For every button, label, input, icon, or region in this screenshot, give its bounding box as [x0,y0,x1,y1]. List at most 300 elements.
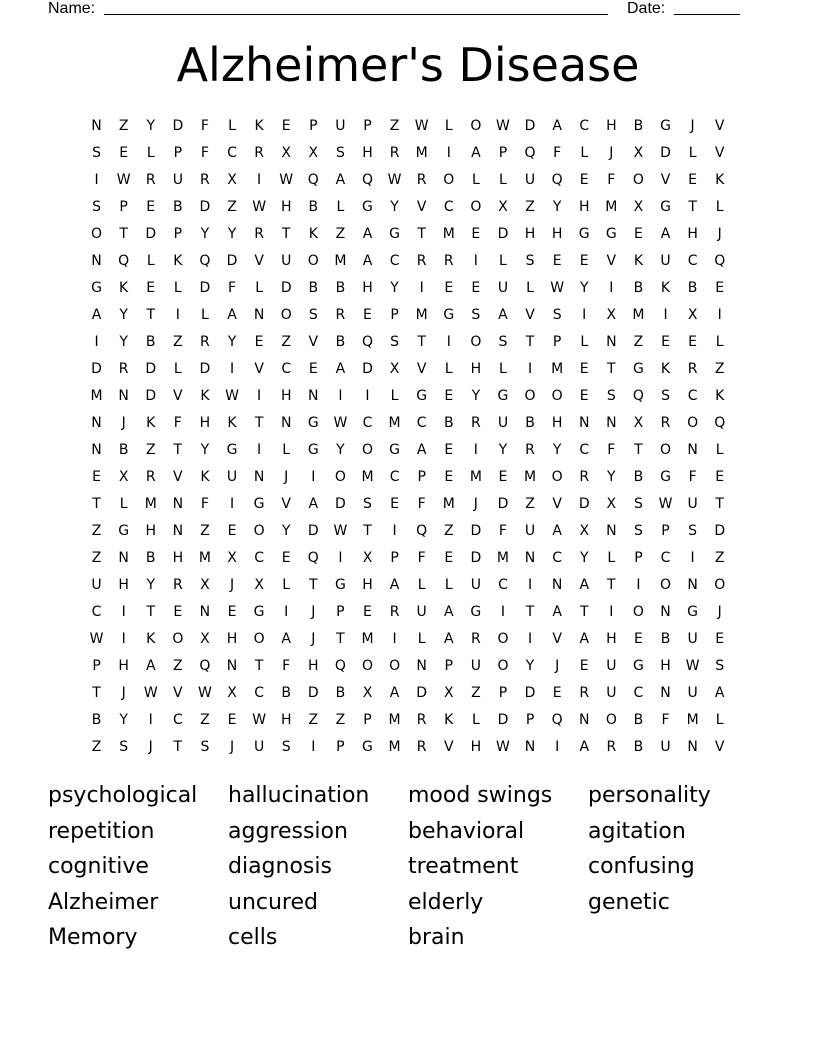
grid-letter: C [552,550,563,567]
grid-letter: H [660,658,671,675]
grid-letter: Y [336,441,345,458]
grid-letter: C [227,144,237,161]
grid-letter: M [496,550,509,567]
grid-letter: B [633,279,644,296]
grid-letter: L [444,577,453,594]
grid-letter: N [253,306,265,323]
grid-letter: A [498,306,508,323]
grid-letter: W [550,279,565,296]
grid-letter: I [94,171,99,188]
grid-letter: C [281,360,292,377]
grid-letter: T [607,577,616,594]
grid-letter: V [606,252,617,269]
grid-letter: S [119,739,129,756]
grid-letter: M [605,198,618,215]
grid-letter: F [282,658,291,675]
grid-letter: Q [632,387,644,404]
grid-letter: X [633,414,644,431]
grid-letter: A [579,577,590,594]
grid-letter: O [470,333,482,350]
grid-letter: S [661,387,670,404]
grid-letter: L [282,577,291,594]
grid-letter: J [473,495,478,512]
grid-letter: K [660,279,671,296]
grid-letter: E [633,631,643,648]
grid-letter: R [416,712,427,729]
grid-letter: R [389,144,400,161]
grid-letter: W [89,631,104,648]
grid-letter: F [688,468,697,485]
grid-letter: A [362,225,373,242]
grid-letter: B [687,279,698,296]
grid-letter: O [605,712,617,729]
grid-letter: I [229,360,235,377]
grid-letter: O [389,658,401,675]
grid-letter: P [390,550,399,567]
grid-letter: Q [714,252,726,269]
grid-letter: X [606,306,617,323]
grid-letter: S [715,658,725,675]
grid-letter: D [199,279,211,296]
grid-letter: D [145,225,157,242]
grid-letter: D [660,144,671,161]
grid-letter: D [578,495,590,512]
grid-letter: U [253,739,265,756]
grid-letter: B [118,441,129,458]
grid-letter: V [714,117,725,134]
word-bank-item: genetic [588,889,670,915]
grid-letter: C [362,414,373,431]
grid-letter: X [200,577,210,594]
grid-letter: M [551,360,564,377]
grid-letter: C [389,252,400,269]
grid-letter: E [281,550,291,567]
grid-letter: E [173,604,183,621]
grid-letter: Z [308,712,319,729]
grid-letter: E [363,604,372,621]
grid-letter: L [228,117,236,134]
grid-letter: N [606,522,617,539]
grid-letter: K [173,252,183,269]
grid-letter: R [606,739,617,756]
grid-letter: O [497,631,509,648]
grid-letter: F [417,495,426,512]
grid-letter: H [606,117,617,134]
grid-letter: Y [471,387,481,404]
grid-letter: J [311,604,316,621]
grid-letter: T [92,685,101,702]
grid-letter: S [552,306,562,323]
grid-letter: U [660,739,671,756]
grid-letter: F [173,414,182,431]
grid-letter: X [606,495,617,512]
grid-letter: B [443,414,454,431]
grid-letter: Y [390,279,399,296]
grid-letter: Q [118,252,130,269]
grid-letter: H [524,225,536,242]
grid-letter: L [526,279,534,296]
grid-letter: G [226,441,238,458]
grid-letter: E [661,333,670,350]
grid-letter: J [717,604,722,621]
grid-letter: L [444,117,453,134]
grid-letter: A [389,577,400,594]
grid-letter: I [473,252,478,269]
grid-letter: E [444,387,454,404]
grid-letter: E [308,360,318,377]
grid-letter: P [417,468,426,485]
grid-letter: T [92,495,101,512]
grid-letter: G [362,739,373,756]
grid-letter: N [551,577,563,594]
grid-letter: E [579,171,589,188]
grid-letter: M [442,225,455,242]
grid-letter: I [500,604,506,621]
grid-letter: E [579,360,589,377]
grid-letter: B [308,279,319,296]
grid-letter: D [145,360,157,377]
grid-letter: T [119,225,128,242]
grid-letter: E [633,225,643,242]
grid-letter: O [524,387,536,404]
grid-letter: S [335,144,345,161]
grid-letter: L [282,441,291,458]
grid-letter: G [660,117,671,134]
grid-letter: A [308,495,319,512]
grid-letter: S [390,333,400,350]
grid-letter: E [552,685,562,702]
grid-letter: Z [389,117,400,134]
grid-letter: F [417,550,426,567]
grid-letter: C [579,117,590,134]
grid-letter: N [606,414,617,431]
grid-letter: K [254,117,264,134]
grid-letter: P [92,658,101,675]
grid-letter: O [361,658,373,675]
grid-letter: D [362,360,373,377]
grid-letter: V [173,387,183,404]
grid-letter: J [690,117,695,134]
grid-letter: I [311,468,316,485]
grid-letter: H [172,550,184,567]
grid-letter: J [121,685,126,702]
grid-letter: A [660,225,671,242]
grid-letter: L [471,712,480,729]
grid-letter: U [497,279,509,296]
grid-letter: R [416,171,427,188]
grid-letter: H [578,198,590,215]
grid-letter: H [362,279,373,296]
grid-letter: Z [91,739,102,756]
grid-letter: A [335,171,346,188]
grid-letter: E [498,468,508,485]
grid-letter: N [687,739,698,756]
header [0,0,816,20]
grid-letter: J [284,468,289,485]
grid-letter: T [417,225,426,242]
grid-letter: A [91,306,102,323]
grid-letter: T [254,414,264,431]
grid-letter: Q [307,171,319,188]
grid-letter: T [254,658,264,675]
grid-letter: L [715,441,724,458]
grid-letter: I [175,306,180,323]
grid-letter: L [417,631,426,648]
grid-letter: J [121,414,126,431]
grid-letter: Q [334,658,346,675]
grid-letter: W [387,171,402,188]
grid-letter: Q [199,252,211,269]
page-title: Alzheimer's Disease [176,38,640,92]
grid-letter: X [308,144,319,161]
grid-letter: K [633,252,644,269]
grid-letter: L [715,712,724,729]
grid-letter: W [252,198,267,215]
grid-letter: L [499,252,507,269]
grid-letter: K [146,631,156,648]
grid-letter: S [688,522,698,539]
grid-letter: Y [119,306,128,323]
grid-letter: E [281,117,291,134]
grid-letter: U [687,685,698,702]
grid-letter: E [688,171,698,188]
grid-letter: E [146,198,156,215]
grid-letter: G [470,604,482,621]
grid-letter: I [284,604,289,621]
grid-letter: L [499,360,507,377]
word-bank-item: aggression [228,818,348,844]
grid-letter: H [145,522,156,539]
grid-letter: X [254,577,264,594]
grid-letter: H [280,712,292,729]
grid-letter: Z [173,658,183,675]
grid-letter: C [254,550,264,567]
grid-letter: R [389,604,400,621]
grid-letter: C [389,468,400,485]
name-blank-line [104,14,608,15]
grid-letter: E [688,333,698,350]
grid-letter: H [280,198,292,215]
grid-letter: J [229,577,235,594]
grid-letter: R [172,577,183,594]
grid-letter: O [470,198,482,215]
grid-letter: O [470,117,482,134]
grid-letter: P [552,333,562,350]
grid-letter: I [582,306,587,323]
grid-letter: M [686,712,699,729]
grid-letter: G [416,387,428,404]
grid-letter: N [91,414,102,431]
grid-letter: A [552,522,562,539]
grid-letter: V [552,631,562,648]
grid-letter: L [146,144,155,161]
grid-letter: N [578,712,590,729]
grid-letter: I [121,604,126,621]
grid-letter: Z [335,225,346,242]
grid-letter: L [417,577,426,594]
grid-letter: N [118,387,129,404]
grid-letter: A [227,306,237,323]
grid-letter: S [633,495,643,512]
grid-letter: R [470,631,481,648]
grid-letter: D [335,495,346,512]
grid-letter: Q [307,550,319,567]
grid-letter: S [92,198,101,215]
grid-letter: N [660,604,671,621]
grid-letter: G [660,198,671,215]
grid-letter: P [119,198,128,215]
grid-letter: N [172,495,184,512]
grid-letter: Z [200,712,210,729]
grid-letter: H [226,631,238,648]
grid-letter: L [119,495,128,512]
grid-letter: A [552,117,562,134]
grid-letter: Q [714,414,726,431]
grid-letter: Y [498,441,508,458]
grid-letter: B [145,333,156,350]
grid-letter: Q [551,712,563,729]
grid-letter: M [442,495,455,512]
grid-letter: G [687,604,699,621]
grid-letter: G [362,198,373,215]
grid-letter: P [444,658,453,675]
grid-letter: B [633,117,644,134]
grid-letter: C [443,198,454,215]
grid-letter: D [497,712,509,729]
grid-letter: I [527,360,533,377]
grid-letter: X [389,360,400,377]
word-bank-item: cognitive [48,854,149,879]
word-search-grid [83,112,733,761]
grid-letter: M [144,495,157,512]
grid-letter: D [497,225,509,242]
grid-letter: I [636,577,641,594]
grid-letter: K [119,279,129,296]
word-bank [48,778,768,956]
grid-letter: S [92,144,101,161]
grid-letter: H [199,414,211,431]
grid-letter: X [227,550,237,567]
grid-letter: Q [199,658,211,675]
grid-letter: D [307,685,319,702]
grid-letter: K [146,414,156,431]
grid-letter: R [335,306,346,323]
grid-letter: A [579,631,590,648]
grid-letter: A [714,685,725,702]
grid-letter: G [118,522,130,539]
grid-letter: T [525,333,535,350]
grid-letter: U [226,468,238,485]
grid-letter: K [715,387,725,404]
grid-letter: P [661,522,670,539]
grid-letter: I [690,550,695,567]
grid-letter: Y [146,117,156,134]
grid-letter: N [226,658,238,675]
grid-letter: V [254,252,264,269]
grid-letter: A [145,658,156,675]
grid-letter: T [363,522,372,539]
grid-letter: Y [552,198,562,215]
grid-letter: S [525,252,535,269]
grid-letter: H [606,631,617,648]
grid-letter: W [658,495,673,512]
grid-letter: B [91,712,102,729]
grid-letter: O [497,658,509,675]
grid-letter: W [333,522,348,539]
word-bank-item: cells [228,925,278,950]
word-bank-item: uncured [228,889,318,915]
grid-letter: B [335,333,346,350]
grid-letter: N [606,333,617,350]
grid-letter: E [227,712,237,729]
grid-letter: V [443,739,454,756]
grid-letter: T [715,495,724,512]
grid-letter: Q [361,333,373,350]
grid-letter: N [91,441,102,458]
grid-letter: S [606,387,616,404]
grid-letter: D [199,198,211,215]
word-bank-item: Alzheimer [48,889,159,915]
grid-letter: Y [579,550,589,567]
grid-letter: J [555,658,560,675]
grid-letter: W [198,685,212,702]
grid-letter: U [497,414,509,431]
grid-letter: C [91,604,102,621]
grid-letter: A [471,144,481,161]
grid-letter: A [389,685,400,702]
grid-letter: P [173,144,183,161]
grid-letter: V [660,171,671,188]
grid-letter: T [579,604,589,621]
grid-letter: A [281,631,291,648]
grid-letter: T [336,631,345,648]
grid-letter: E [715,279,725,296]
grid-letter: L [499,171,507,188]
grid-letter: I [446,144,451,161]
grid-letter: X [118,468,129,485]
grid-letter: U [687,631,698,648]
grid-letter: L [255,279,264,296]
grid-letter: G [389,225,400,242]
grid-letter: U [281,252,292,269]
grid-letter: Q [361,171,373,188]
grid-letter: T [281,225,291,242]
date-blank-line [674,14,740,15]
grid-letter: H [118,658,129,675]
grid-letter: O [551,468,563,485]
grid-letter: J [148,739,153,756]
grid-letter: L [336,198,345,215]
grid-letter: X [579,522,590,539]
grid-letter: V [308,333,319,350]
grid-letter: Y [579,279,589,296]
grid-letter: Z [91,522,102,539]
grid-letter: J [609,144,614,161]
grid-letter: Z [633,333,644,350]
grid-letter: D [524,117,536,134]
grid-letter: I [392,631,397,648]
grid-letter: O [91,225,103,242]
grid-letter: P [498,685,508,702]
grid-letter: C [498,577,508,594]
grid-letter: L [580,144,589,161]
word-bank-item: mood swings [408,783,553,808]
grid-letter: I [717,306,722,323]
grid-letter: F [607,441,616,458]
grid-letter: X [227,685,237,702]
grid-letter: K [227,414,237,431]
grid-letter: P [173,225,183,242]
